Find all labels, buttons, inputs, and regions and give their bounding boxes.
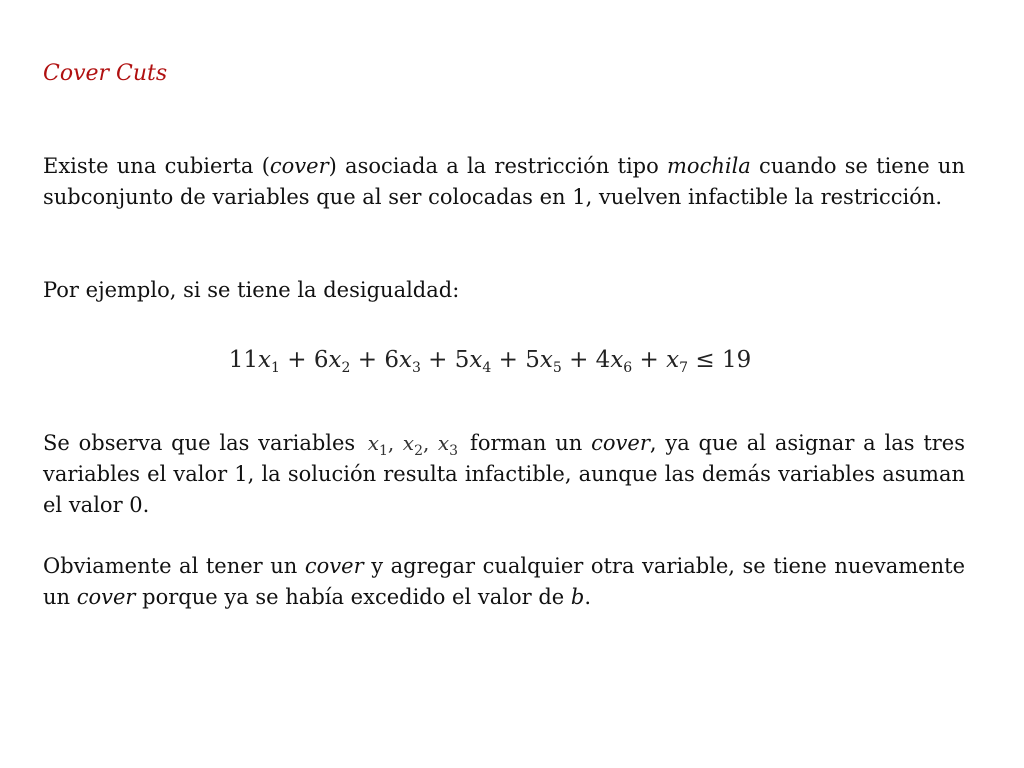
paragraph-example-intro: Por ejemplo, si se tiene la desigualdad: bbox=[43, 278, 460, 302]
formula-term bbox=[454, 347, 492, 376]
paragraph-cover-definition bbox=[43, 151, 965, 213]
formula-plus: + bbox=[632, 347, 667, 373]
term-subscript: 5 bbox=[552, 360, 562, 376]
term-coefficient: 11 bbox=[228, 347, 259, 373]
text-segment: . bbox=[584, 585, 592, 609]
formula-plus: + bbox=[420, 347, 455, 373]
term-subscript: 7 bbox=[679, 360, 689, 376]
text-segment: porque ya se había excedido el valor de bbox=[135, 585, 571, 609]
variable-subscript: 3 bbox=[449, 443, 459, 459]
cover-variable: x bbox=[437, 431, 450, 455]
term-subscript: 6 bbox=[623, 360, 633, 376]
formula-term bbox=[313, 347, 351, 376]
paragraph-cover-extension bbox=[43, 551, 965, 613]
formula-plus: + bbox=[491, 347, 526, 373]
formula-plus: + bbox=[350, 347, 385, 373]
emphasis-cover: cover bbox=[304, 554, 364, 578]
knapsack-inequality bbox=[0, 343, 980, 377]
term-coefficient: 6 bbox=[313, 347, 329, 373]
text-segment: y agregar cualquier otra variable, se tiene nuevamente un bbox=[43, 554, 965, 609]
term-coefficient: 6 bbox=[384, 347, 399, 373]
formula-relation: ≤ bbox=[695, 347, 715, 373]
term-variable: x bbox=[328, 347, 342, 373]
variable-separator: , bbox=[387, 431, 403, 455]
term-subscript: 2 bbox=[341, 360, 351, 376]
text-segment: , ya que al asignar a las tres variables el valor 1, la solución resulta infactible, aunque las demás variables asuman el valor 0. bbox=[43, 431, 966, 517]
text-segment: Obviamente al tener un bbox=[43, 554, 305, 578]
emphasis-cover: cover bbox=[76, 585, 136, 609]
formula-term bbox=[666, 347, 689, 376]
text-segment: cuando se tiene un subconjunto de variables que al ser colocadas en 1, vuelven infactible la restricción. bbox=[43, 154, 965, 209]
formula-plus: + bbox=[561, 347, 596, 373]
variable-b: b bbox=[570, 585, 585, 609]
formula-term bbox=[595, 347, 633, 376]
term-subscript: 1 bbox=[271, 360, 280, 376]
text-segment: Se observa que las variables bbox=[43, 431, 356, 455]
term-coefficient: 5 bbox=[525, 347, 540, 373]
term-variable: x bbox=[469, 347, 483, 373]
variable-separator: , bbox=[422, 431, 438, 455]
text-segment: forman un bbox=[470, 431, 592, 455]
formula-term bbox=[228, 347, 280, 376]
term-variable: x bbox=[258, 347, 272, 373]
formula-plus: + bbox=[279, 347, 314, 373]
cover-variable: x bbox=[402, 431, 415, 455]
term-variable: x bbox=[539, 347, 553, 373]
formula-terms bbox=[228, 347, 689, 376]
text-segment: Existe una cubierta ( bbox=[43, 154, 270, 178]
term-variable: x bbox=[666, 347, 680, 373]
term-coefficient: 4 bbox=[595, 347, 611, 373]
term-subscript: 4 bbox=[482, 360, 492, 376]
term-subscript: 3 bbox=[411, 360, 421, 376]
term-variable: x bbox=[398, 347, 412, 373]
emphasis-cover: cover bbox=[269, 154, 329, 178]
formula-term bbox=[525, 347, 562, 376]
emphasis-mochila: mochila bbox=[667, 154, 751, 178]
variable-subscript: 2 bbox=[414, 443, 423, 459]
formula-term bbox=[384, 347, 421, 376]
cover-variables bbox=[355, 431, 470, 459]
term-coefficient: 5 bbox=[454, 347, 470, 373]
text-segment: ) asociada a la restricción tipo bbox=[328, 154, 668, 178]
cover-variable: x bbox=[367, 431, 379, 455]
emphasis-cover: cover bbox=[591, 431, 650, 455]
formula-rhs: 19 bbox=[721, 347, 752, 373]
variable-subscript: 1 bbox=[379, 443, 388, 459]
paragraph-cover-example bbox=[43, 428, 965, 521]
term-variable: x bbox=[610, 347, 624, 373]
slide-title: Cover Cuts bbox=[43, 61, 168, 86]
